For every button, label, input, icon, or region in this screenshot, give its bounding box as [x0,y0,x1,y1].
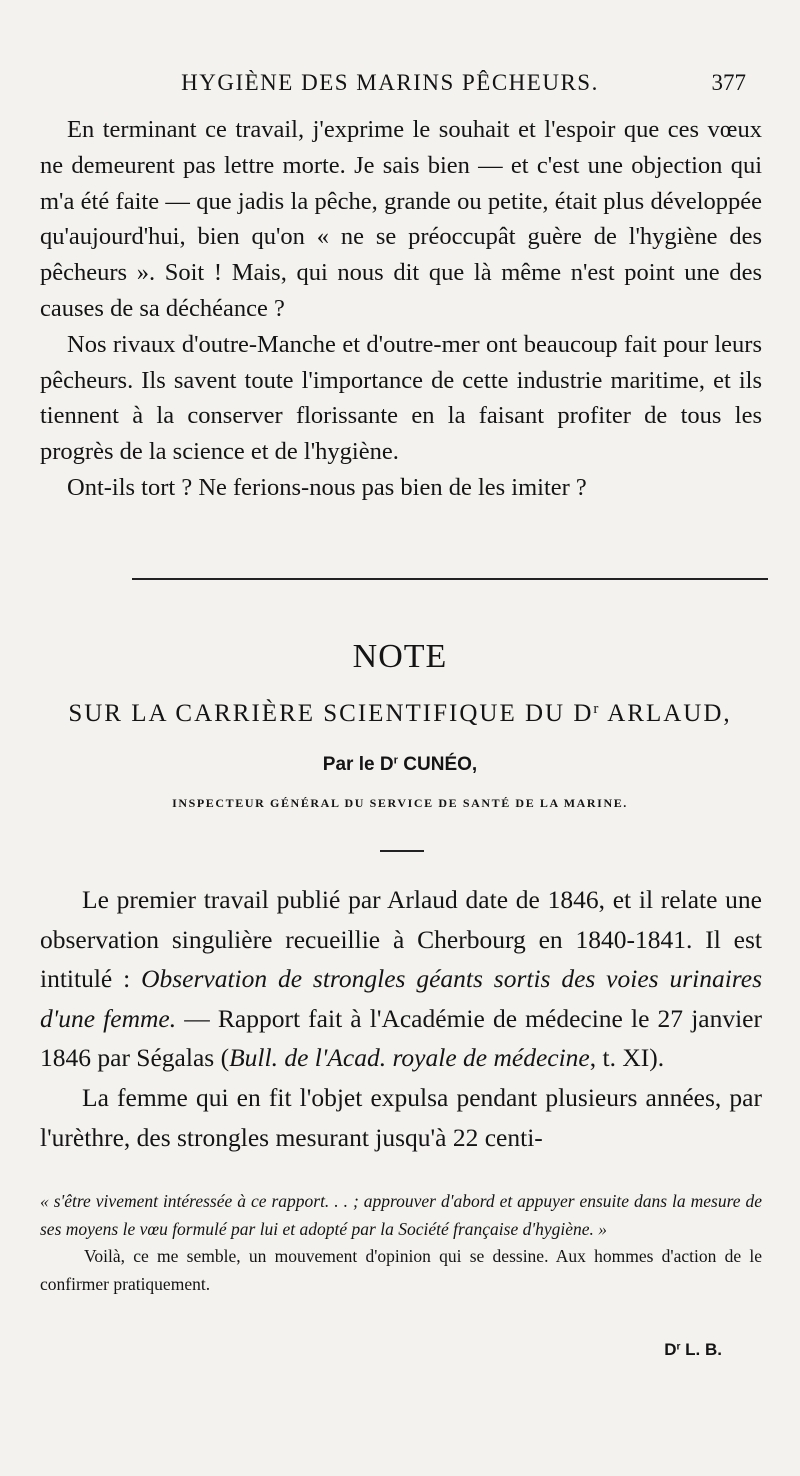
author-byline: Par le $D^r$ CUNÉO, [322,754,478,775]
conclusion-paragraph: En terminant ce travail, j'exprime le souhait et l'espoir que ces vœux ne demeurent pas lettre morte. Je sais bien — et c'est une objection qui m'a été faite — que jadis la pêche, grande ou petite, était plus développée qu'aujourd'hui, bien qu'on « ne se préoccupât guère de l'hygiène des pêcheurs ». Soit ! Mais, qui nous dit que là même n'est point une des causes de sa déchéance ? [40,116,762,322]
footnote-paragraph: Voilà, ce me semble, un mouvement d'opinion qui se dessine. Aux hommes d'action de le confirmer pratiquement. [40,1246,762,1294]
short-divider [380,850,424,852]
running-header [40,62,746,102]
signature: $D^r$ L. B. [664,1340,722,1359]
note-title: NOTE [352,638,448,675]
article-conclusion [40,112,762,506]
journal-reference: Bull. de l'Acad. royale de médecine [229,1043,590,1073]
note-body [40,880,762,1157]
note-paragraph: Le premier travail publié par Arlaud date de 1846, et il relate une observation singulière recueillie à Cherbourg en 1840-1841. Il est intitulé : Observation de strongles géants sortis des voies urinaires d'une femme. — Rapport fait à l'Académie de médecine le 27 janvier 1846 par Ségalas (Bull. de l'Acad. royale de médecine, t. XI). [40,885,763,1073]
footnote-quote: « s'être vivement intéressée à ce rapport. . . ; approuver d'abord et appuyer ensuite dans la mesure de ses moyens le vœu formulé par lui et adopté par la Société française d'hygiène. » [40,1191,762,1239]
author-affiliation: INSPECTEUR GÉNÉRAL DU SERVICE DE SANTÉ DE LA MARINE. [172,796,628,810]
work-title: Observation de strongles géants sortis des voies urinaires d'une femme. [40,964,763,1033]
page-number: 377 [711,70,746,95]
note-subtitle: SUR LA CARRIÈRE SCIENTIFIQUE DU $D^r$ ARLAUD, [68,700,732,727]
footnote [40,1188,762,1298]
note-paragraph: La femme qui en fit l'objet expulsa pendant plusieurs années, par l'urèthre, des strongles mesurant jusqu'à 22 centi- [40,1082,762,1152]
section-divider [132,578,768,580]
conclusion-paragraph: Nos rivaux d'outre-Manche et d'outre-mer ont beaucoup fait pour leurs pêcheurs. Ils savent toute l'importance de cette industrie maritime, et ils tiennent à la conserver florissante en la faisant profiter de tous les progrès de la science et de l'hygiène. [40,330,762,466]
running-title: HYGIÈNE DES MARINS PÊCHEURS. [181,70,599,95]
conclusion-paragraph: Ont-ils tort ? Ne ferions-nous pas bien de les imiter ? [67,473,587,501]
